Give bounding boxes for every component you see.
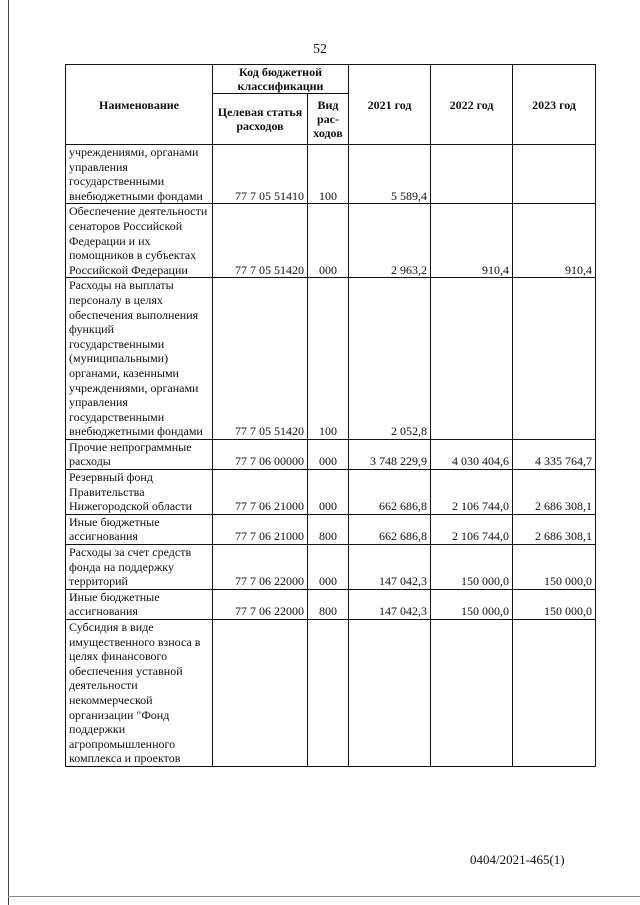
- header-target: Целевая статья расходов: [213, 94, 308, 145]
- header-2022: 2022 год: [431, 65, 513, 145]
- cell-y2022: [431, 620, 513, 767]
- cell-y2021: 662 686,8: [349, 470, 431, 515]
- cell-name: учреждениями, органами управления государственными внебюджетными фондами: [66, 145, 213, 204]
- cell-y2021: [349, 620, 431, 767]
- cell-y2021: 5 589,4: [349, 145, 431, 204]
- cell-y2022: 4 030 404,6: [431, 439, 513, 469]
- header-name: Наименование: [66, 65, 213, 145]
- header-2023: 2023 год: [513, 65, 596, 145]
- cell-y2022: 150 000,0: [431, 589, 513, 619]
- document-code: 0404/2021-465(1): [470, 852, 565, 867]
- header-2021: 2021 год: [349, 65, 431, 145]
- cell-y2023: 4 335 764,7: [513, 439, 596, 469]
- table-row: [66, 514, 596, 544]
- cell-y2021: 662 686,8: [349, 514, 431, 544]
- cell-y2022: 2 106 744,0: [431, 470, 513, 515]
- cell-name: Расходы на выплаты персоналу в целях обеспечения выполнения функций государственными (муниципальными) органами, казенными учреждениями, органами управления государственными внебюджетными фондами: [66, 278, 213, 440]
- cell-y2022: 2 106 744,0: [431, 514, 513, 544]
- cell-vid: 800: [308, 514, 349, 544]
- cell-name: Субсидия в виде имущественного взноса в целях финансового обеспечения уставной деятельности некоммерческой организации "Фонд поддержки агропромышленного комплекса и проектов: [66, 620, 213, 767]
- cell-vid: 100: [308, 278, 349, 440]
- cell-y2021: 2 052,8: [349, 278, 431, 440]
- cell-vid: 000: [308, 204, 349, 278]
- budget-table: [65, 64, 596, 767]
- cell-code: 77 7 05 51420: [213, 204, 308, 278]
- cell-y2023: [513, 620, 596, 767]
- page-number: 52: [313, 42, 327, 57]
- cell-y2022: [431, 145, 513, 204]
- cell-name: Прочие непрограммные расходы: [66, 439, 213, 469]
- cell-code: 77 7 06 21000: [213, 470, 308, 515]
- cell-vid: 000: [308, 439, 349, 469]
- cell-name: Обеспечение деятельности сенаторов Российской Федерации и их помощников в субъектах Российской Федерации: [66, 204, 213, 278]
- table-row: [66, 470, 596, 515]
- cell-vid: [308, 620, 349, 767]
- cell-vid: 000: [308, 470, 349, 515]
- cell-vid: 800: [308, 589, 349, 619]
- cell-y2021: 147 042,3: [349, 545, 431, 590]
- table-body: [66, 145, 596, 767]
- cell-code: 77 7 05 51420: [213, 278, 308, 440]
- cell-code: 77 7 05 51410: [213, 145, 308, 204]
- cell-name: Иные бюджетные ассигнования: [66, 589, 213, 619]
- cell-vid: 100: [308, 145, 349, 204]
- cell-code: 77 7 06 22000: [213, 545, 308, 590]
- cell-y2023: [513, 145, 596, 204]
- table-row: [66, 439, 596, 469]
- cell-code: 77 7 06 21000: [213, 514, 308, 544]
- scan-bottom-edge: [8, 896, 640, 897]
- cell-y2021: 2 963,2: [349, 204, 431, 278]
- cell-y2021: 3 748 229,9: [349, 439, 431, 469]
- cell-name: Иные бюджетные ассигнования: [66, 514, 213, 544]
- cell-y2023: 2 686 308,1: [513, 514, 596, 544]
- header-row: [66, 65, 596, 94]
- cell-y2023: 2 686 308,1: [513, 470, 596, 515]
- table-row: [66, 145, 596, 204]
- cell-y2023: 150 000,0: [513, 545, 596, 590]
- cell-y2021: 147 042,3: [349, 589, 431, 619]
- cell-name: Резервный фонд Правительства Нижегородской области: [66, 470, 213, 515]
- header-code-group: Код бюджетной классификации: [213, 65, 349, 94]
- table-row: [66, 545, 596, 590]
- cell-code: 77 7 06 00000: [213, 439, 308, 469]
- cell-y2023: 150 000,0: [513, 589, 596, 619]
- cell-y2022: 150 000,0: [431, 545, 513, 590]
- cell-y2023: [513, 278, 596, 440]
- header-type: Вид рас-ходов: [308, 94, 349, 145]
- cell-y2023: 910,4: [513, 204, 596, 278]
- table-row: [66, 204, 596, 278]
- cell-vid: 000: [308, 545, 349, 590]
- table-row: [66, 278, 596, 440]
- cell-code: [213, 620, 308, 767]
- cell-code: 77 7 06 22000: [213, 589, 308, 619]
- scan-left-edge: [8, 0, 9, 905]
- table-row: [66, 589, 596, 619]
- cell-y2022: 910,4: [431, 204, 513, 278]
- table-row: [66, 620, 596, 767]
- cell-y2022: [431, 278, 513, 440]
- cell-name: Расходы за счет средств фонда на поддержку территорий: [66, 545, 213, 590]
